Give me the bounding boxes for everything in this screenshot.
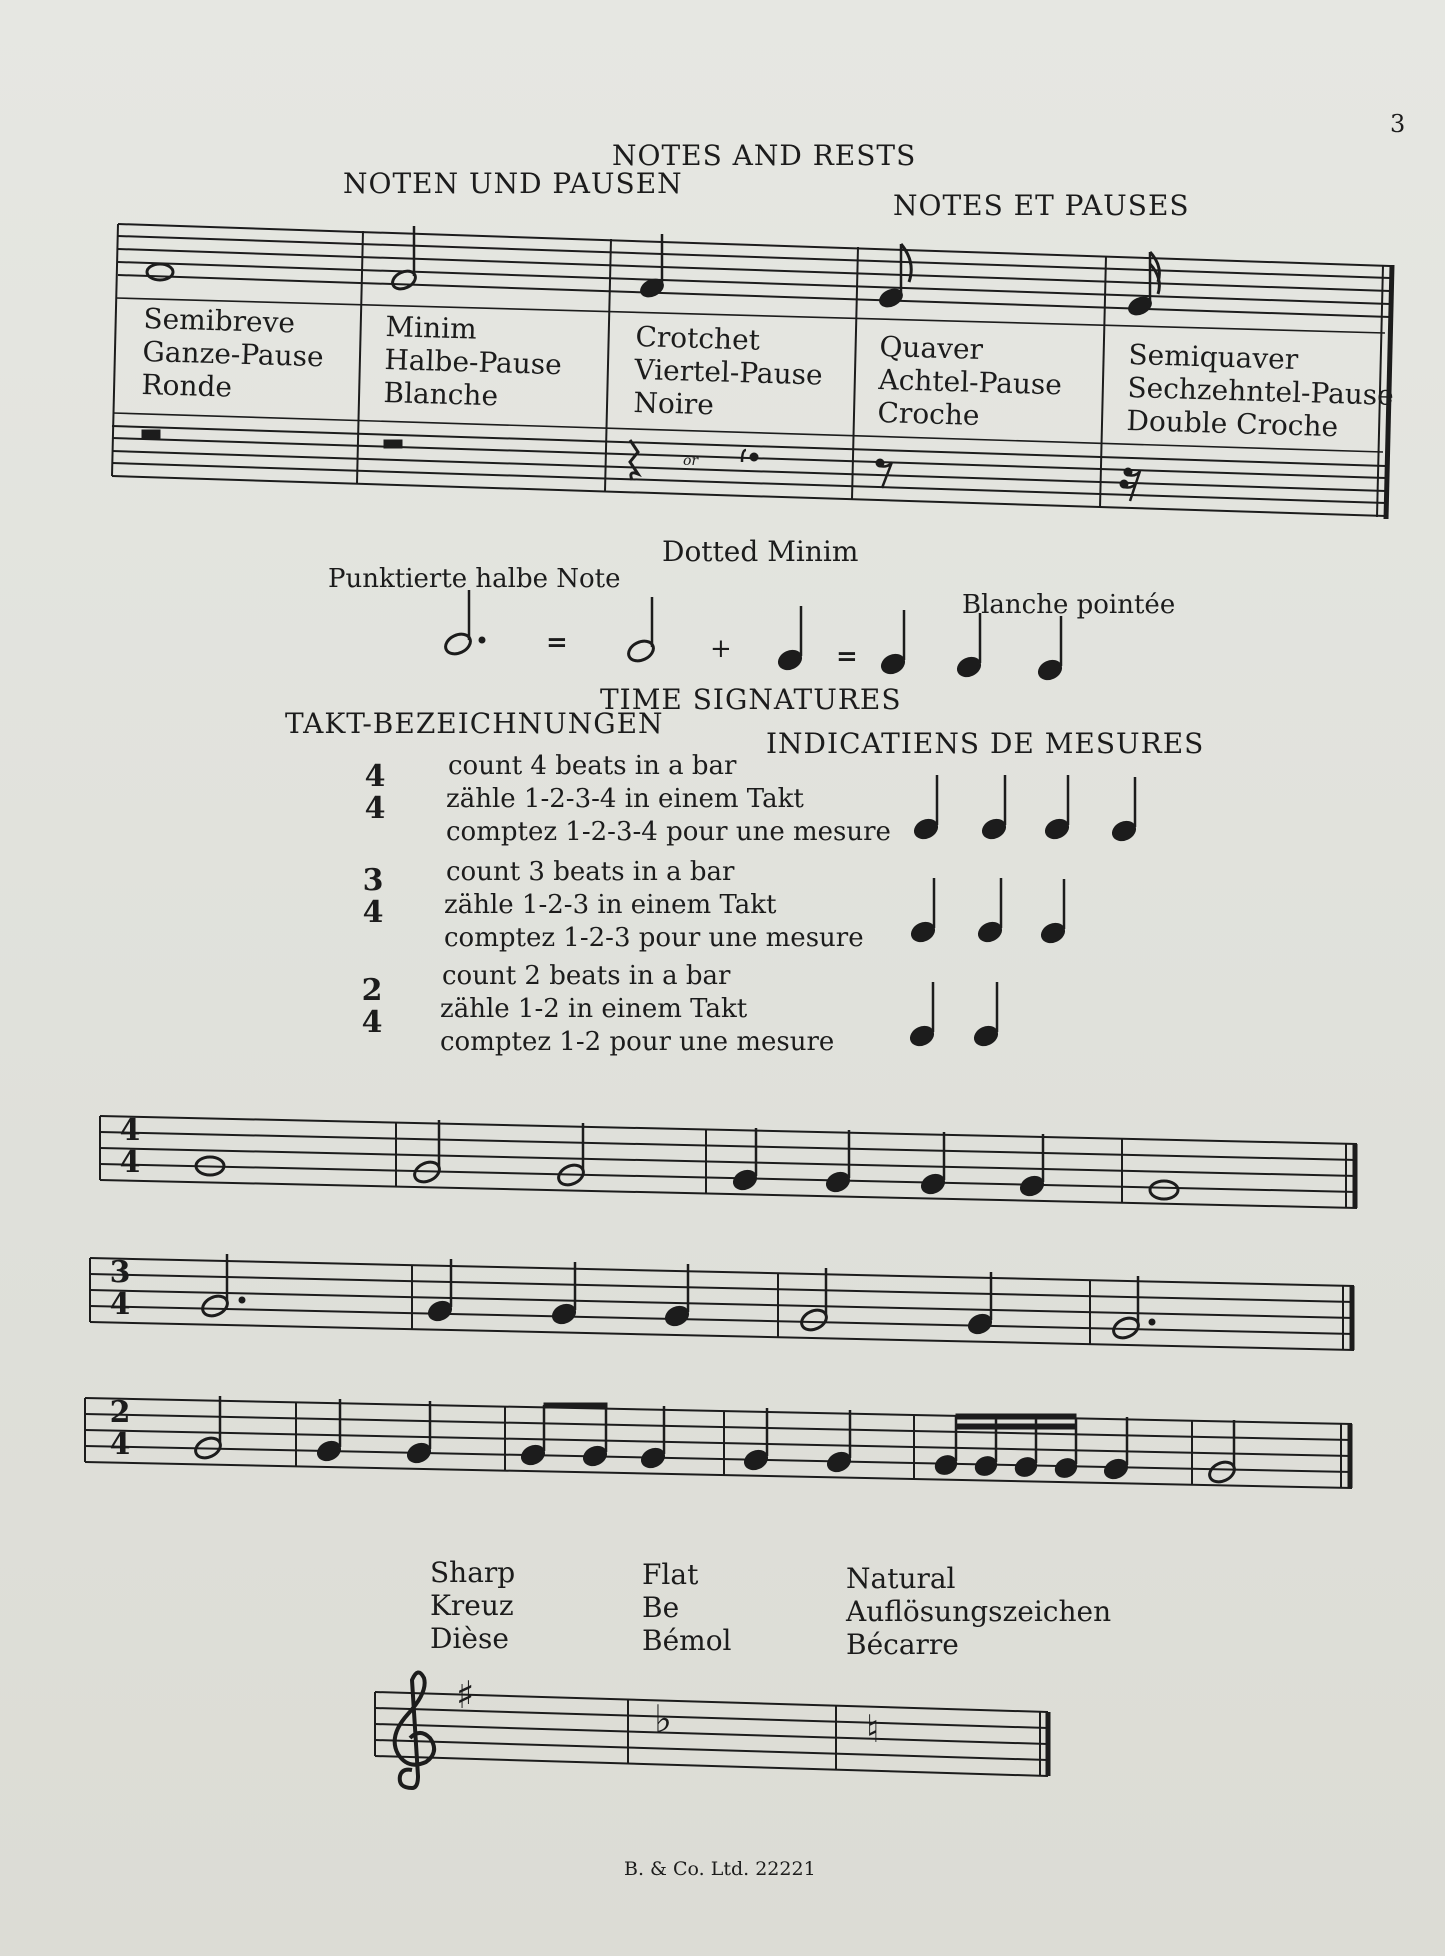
quarter-rest-alt-icon	[742, 450, 758, 462]
column-quaver-labels: Quaver Achtel-Pause Croche	[877, 330, 1063, 432]
publisher-footer: B. & Co. Ltd. 22221	[624, 1858, 816, 1880]
exercise-2-denominator: 4	[109, 1287, 131, 1322]
ts-item-2-denominator: 4	[362, 895, 384, 930]
exercise-staff-4-4	[100, 1113, 1357, 1208]
exercise-3-numerator: 2	[109, 1395, 131, 1430]
equals-sign-2: =	[836, 642, 858, 672]
natural-labels: Natural Auflösungszeichen Bécarre	[846, 1562, 1112, 1661]
ts-item-2-numerator: 3	[362, 863, 384, 898]
ts-item-1-text: count 4 beats in a bar zähle 1-2-3-4 in einem Takt comptez 1-2-3-4 pour une mesure	[446, 751, 891, 847]
notes-rests-title-fr: NOTES ET PAUSES	[893, 189, 1190, 222]
ts-item-1-numerator: 4	[364, 759, 386, 794]
column-semiquaver-labels: Semiquaver Sechzehntel-Pause Double Croche	[1126, 338, 1395, 444]
dotted-minim-title-en: Dotted Minim	[662, 535, 859, 568]
exercise-3-denominator: 4	[109, 1427, 131, 1462]
page-number: 3	[1390, 110, 1406, 138]
time-signatures-title-en: TIME SIGNATURES	[600, 683, 902, 716]
exercise-1-numerator: 4	[119, 1113, 141, 1148]
ts-item-1-denominator: 4	[364, 791, 386, 826]
exercise-2-numerator: 3	[109, 1255, 131, 1290]
column-crotchet-labels: Crotchet Viertel-Pause Noire	[633, 320, 824, 422]
sharp-icon: ♯	[456, 1673, 475, 1717]
whole-note-icon	[147, 264, 173, 280]
exercise-1-denominator: 4	[119, 1145, 141, 1180]
flat-labels: Flat Be Bémol	[642, 1558, 732, 1657]
ts-item-3-numerator: 2	[361, 973, 383, 1008]
quarter-rest-icon	[630, 440, 638, 480]
plus-sign: +	[710, 634, 732, 664]
column-semibreve-labels: Semibreve Ganze-Pause Ronde	[141, 302, 325, 404]
equals-sign: =	[546, 628, 568, 658]
notes-table-bottom-staff	[112, 426, 1386, 516]
column-minim-labels: Minim Halbe-Pause Blanche	[383, 310, 563, 413]
notes-rests-title-en: NOTES AND RESTS	[612, 139, 917, 172]
time-signatures-title-de: TAKT-BEZEICHNUNGEN	[285, 707, 664, 740]
notes-rests-title-de: NOTEN UND PAUSEN	[343, 167, 683, 200]
dotted-minim-title-de: Punktierte halbe Note	[328, 564, 621, 594]
sharp-labels: Sharp Kreuz Dièse	[430, 1556, 516, 1655]
ts-item-3-text: count 2 beats in a bar zähle 1-2 in einem Takt comptez 1-2 pour une mesure	[440, 961, 835, 1057]
dotted-minim-title-fr: Blanche pointée	[962, 590, 1176, 620]
ts-item-3-denominator: 4	[361, 1005, 383, 1040]
natural-icon: ♮	[866, 1707, 880, 1751]
eighth-rest-icon	[876, 459, 892, 488]
ts-item-2-text: count 3 beats in a bar zähle 1-2-3 in einem Takt comptez 1-2-3 pour une mesure	[444, 857, 864, 953]
time-signature-example-notes	[907, 775, 1138, 1049]
whole-rest-icon	[142, 430, 160, 438]
half-rest-icon	[384, 440, 402, 448]
or-label: or	[683, 453, 699, 469]
accidentals-staff	[375, 1692, 1048, 1776]
time-signatures-title-fr: INDICATIENS DE MESURES	[766, 727, 1205, 760]
exercise-staff-2-4	[85, 1395, 1352, 1488]
exercise-staff-3-4	[90, 1255, 1354, 1350]
treble-clef-icon	[395, 1672, 435, 1788]
flat-icon: ♭	[654, 1697, 672, 1741]
